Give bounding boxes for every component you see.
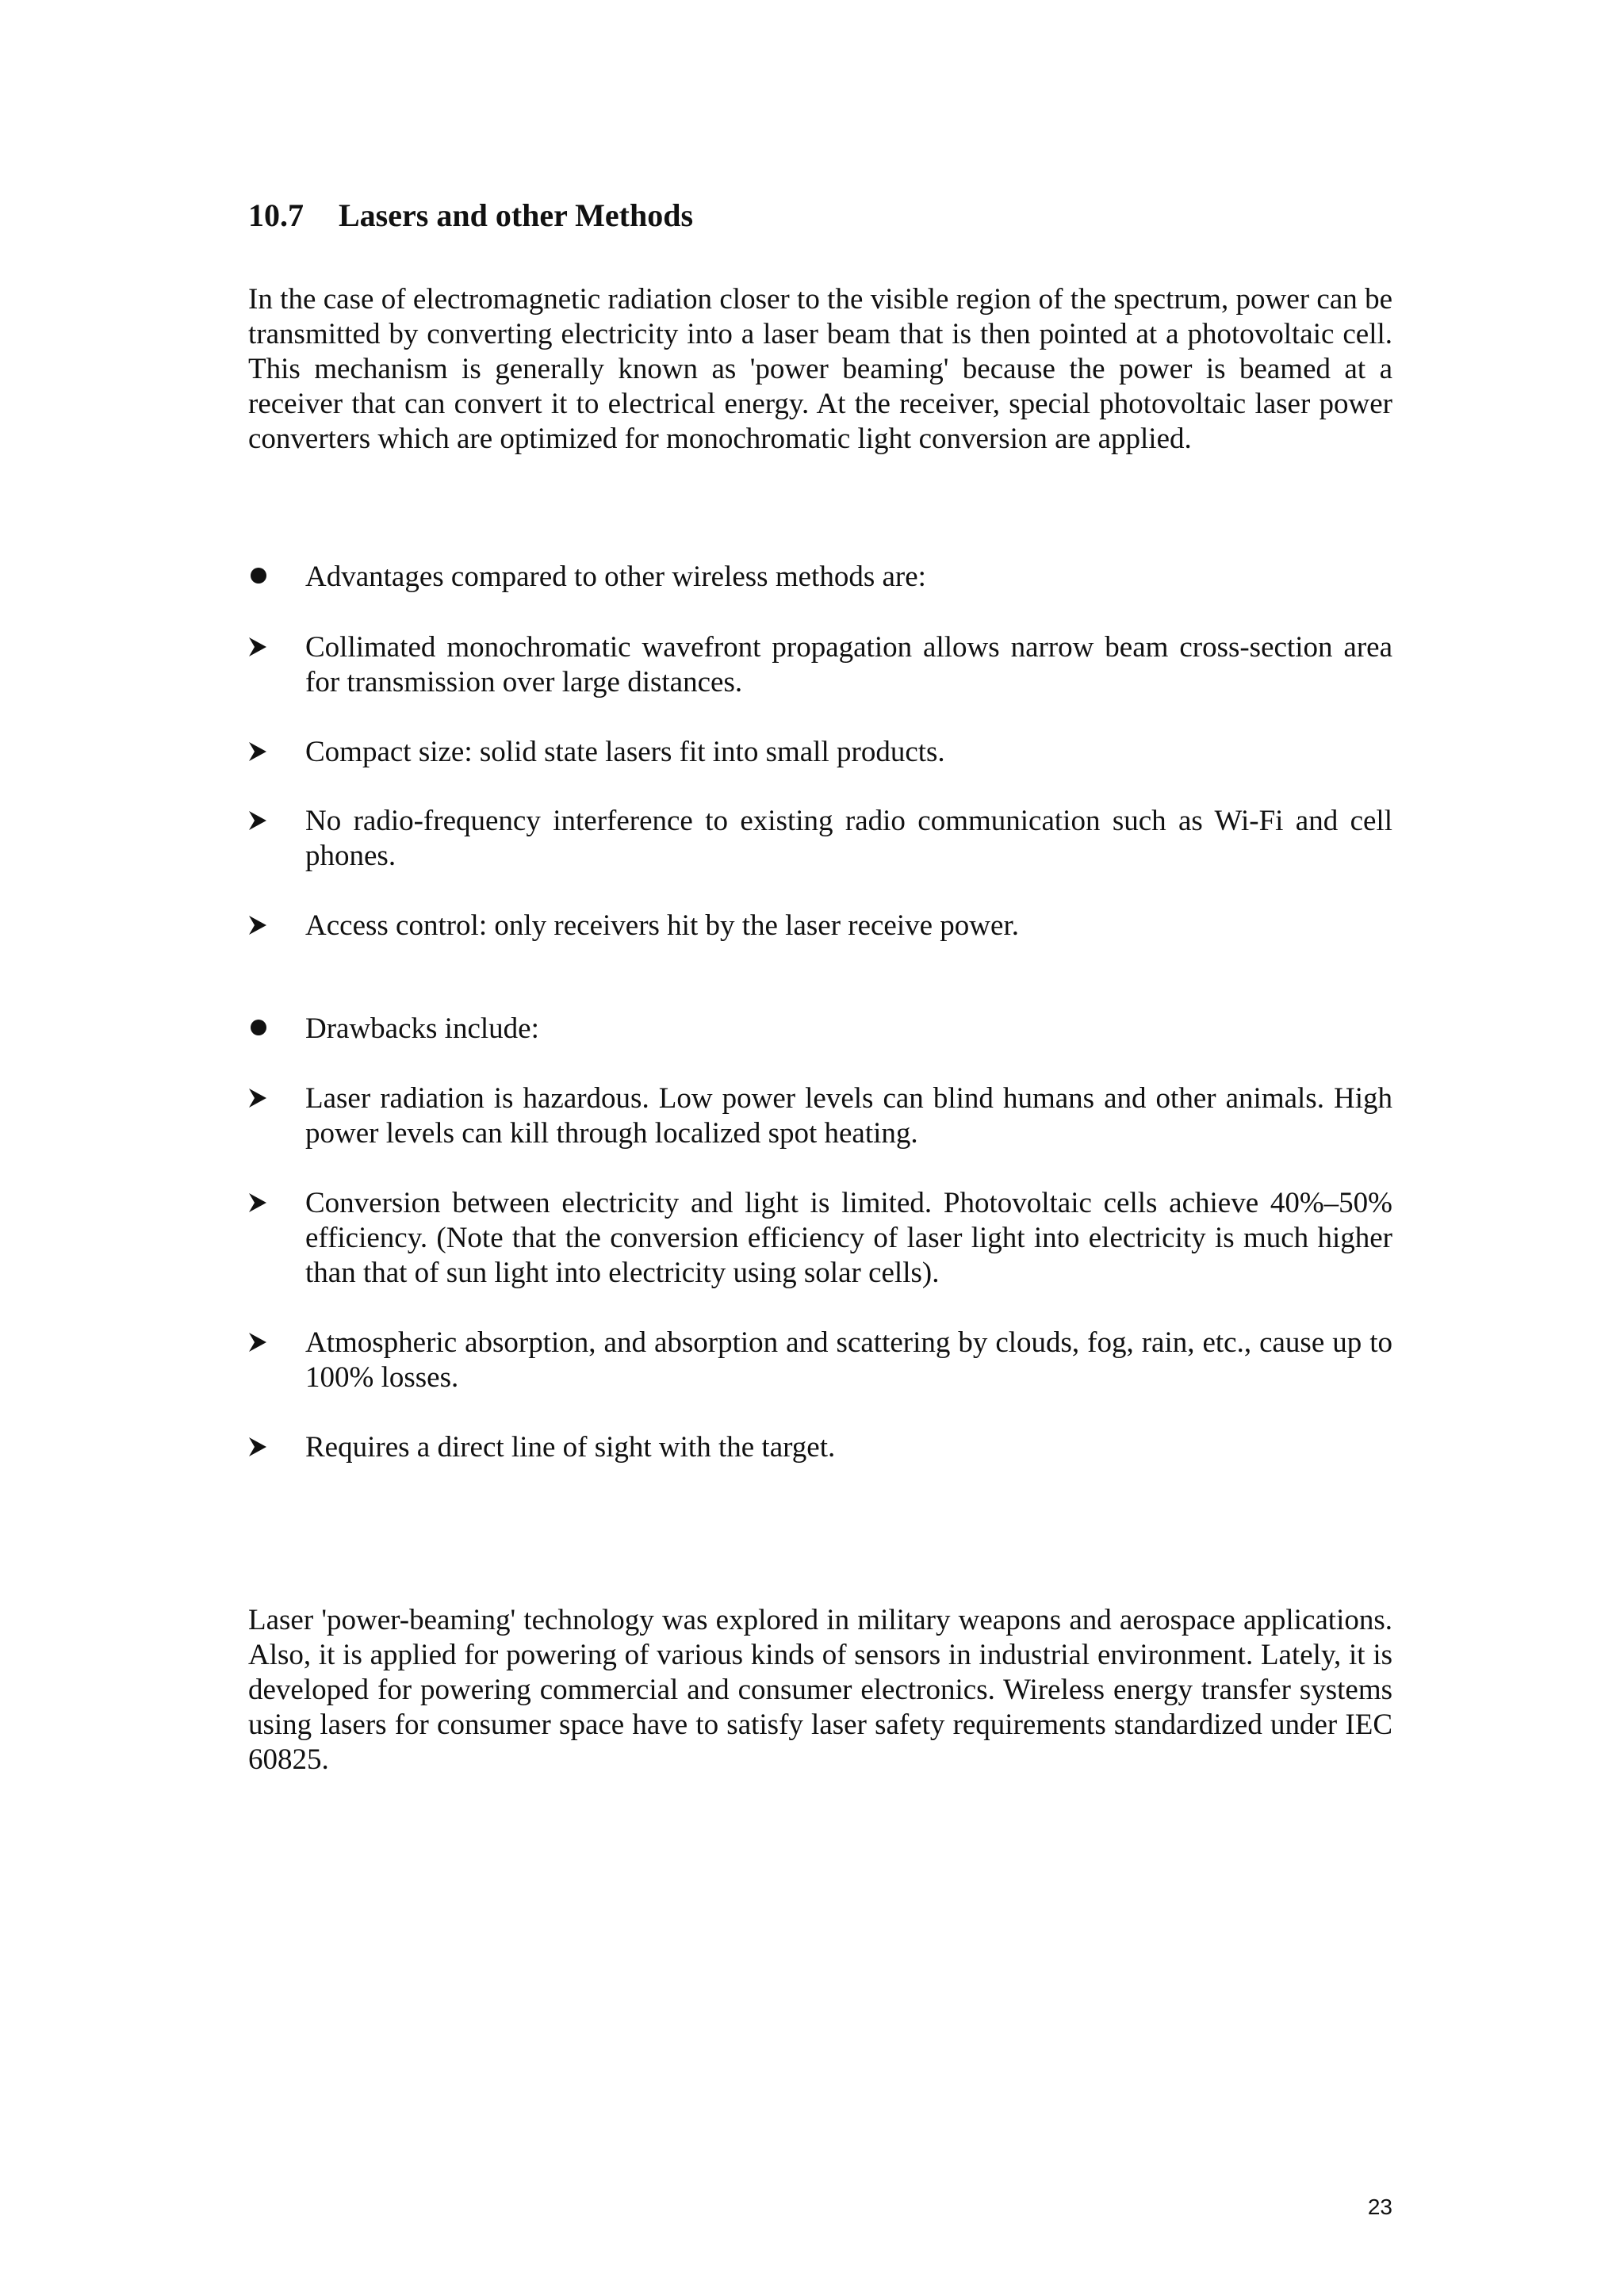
advantage-text: Compact size: solid state lasers fit into small products. <box>305 736 945 768</box>
section-title: Lasers and other Methods <box>339 197 694 233</box>
arrowhead-bullet-icon <box>248 735 280 770</box>
arrowhead-bullet-icon <box>248 909 280 943</box>
drawbacks-header: Drawbacks include: <box>305 1012 539 1045</box>
advantage-text: Access control: only receivers hit by the laser receive power. <box>305 909 1019 942</box>
drawback-item <box>248 1430 1392 1465</box>
arrowhead-bullet-icon <box>248 1430 280 1465</box>
drawback-text: Atmospheric absorption, and absorption and scattering by clouds, fog, rain, etc., cause up to 100% losses. <box>305 1326 1392 1394</box>
bullet-icon <box>248 560 280 595</box>
arrowhead-bullet-icon <box>248 630 280 665</box>
advantage-item <box>248 804 1392 874</box>
bullet-icon <box>248 1012 280 1047</box>
arrowhead-bullet-icon <box>248 804 280 839</box>
advantage-text: Collimated monochromatic wavefront propagation allows narrow beam cross-section area for transmission over large distances. <box>305 631 1392 698</box>
section-heading <box>248 196 693 235</box>
advantages-header: Advantages compared to other wireless methods are: <box>305 561 926 593</box>
advantage-text: No radio-frequency interference to existing radio communication such as Wi-Fi and cell phones. <box>305 805 1392 872</box>
drawback-item <box>248 1326 1392 1395</box>
intro-paragraph: In the case of electromagnetic radiation closer to the visible region of the spectrum, power can be transmitted by converting electricity into a laser beam that is then pointed at a photovoltaic cell. This mechanism is generally known as 'power beaming' because the power is beamed at a receiver that can convert it to electrical energy. At the receiver, special photovoltaic laser power converters which are optimized for monochromatic light conversion are applied. <box>248 283 1392 455</box>
drawbacks-header-item <box>248 1012 1392 1047</box>
advantages-header-item <box>248 560 1392 595</box>
arrowhead-bullet-icon <box>248 1186 280 1221</box>
section-number: 10.7 <box>248 197 304 233</box>
arrowhead-bullet-icon <box>248 1326 280 1360</box>
drawback-text: Laser radiation is hazardous. Low power levels can blind humans and other animals. High power levels can kill through localized spot heating. <box>305 1082 1392 1150</box>
drawback-item <box>248 1186 1392 1291</box>
advantage-item <box>248 735 1392 770</box>
arrowhead-bullet-icon <box>248 1081 280 1116</box>
advantage-item <box>248 909 1392 943</box>
drawback-item <box>248 1081 1392 1151</box>
advantage-item <box>248 630 1392 700</box>
drawback-text: Requires a direct line of sight with the target. <box>305 1431 836 1464</box>
page-number: 23 <box>1367 2195 1392 2219</box>
drawback-text: Conversion between electricity and light is limited. Photovoltaic cells achieve 40%–50% efficiency. (Note that the conversion efficiency of laser light into electricity is much higher than that of sun light into electricity using solar cells). <box>305 1187 1392 1289</box>
closing-paragraph: Laser 'power-beaming' technology was explored in military weapons and aerospace applications. Also, it is applied for powering of various kinds of sensors in industrial environment. Lately, it is developed for powering commercial and consumer electronics. Wireless energy transfer systems using lasers for consumer space have to satisfy laser safety requirements standardized under IEC 60825. <box>248 1604 1392 1776</box>
